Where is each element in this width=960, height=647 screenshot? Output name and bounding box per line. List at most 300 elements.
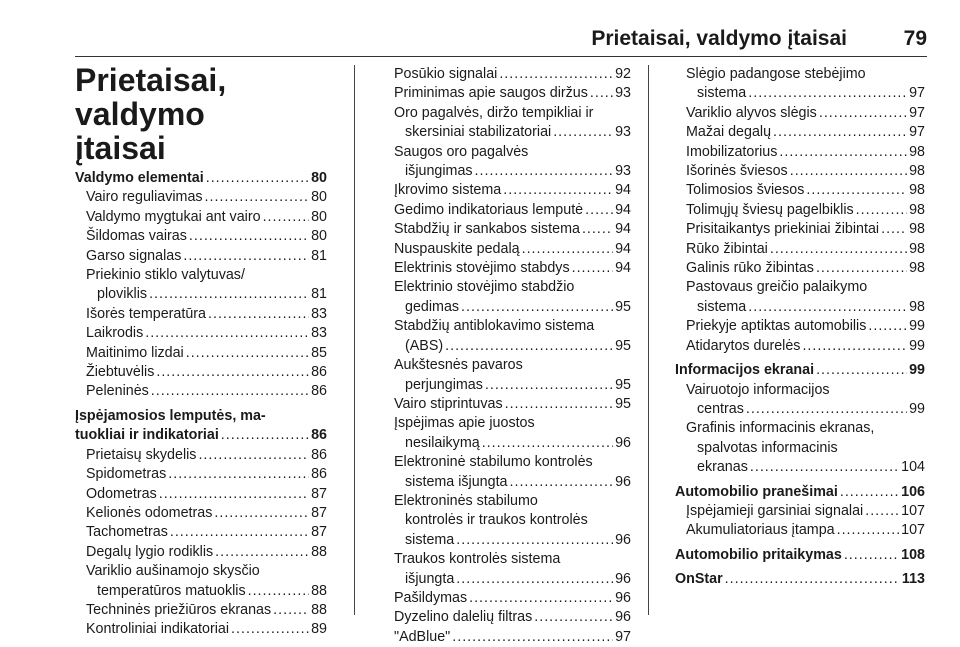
toc-entry[interactable]: [383, 65, 631, 84]
toc-page-number: 95: [615, 395, 631, 412]
toc-entry-line: [394, 181, 631, 200]
toc-entry[interactable]: [675, 123, 925, 142]
toc-entry[interactable]: [675, 240, 925, 259]
toc-entry-line: [86, 208, 327, 227]
toc-entry-line: [86, 582, 327, 601]
leader-dots: [856, 201, 907, 220]
toc-page-number: 95: [615, 298, 631, 315]
toc-page-number: 86: [311, 446, 327, 463]
toc-page-number: 97: [909, 85, 925, 102]
leader-dots: [145, 324, 309, 343]
toc-entry-text: Grafinis informacinis ekranas,: [686, 420, 875, 437]
toc-page-number: 94: [615, 221, 631, 238]
toc-entry-text: Informacijos ekranai: [675, 362, 815, 379]
toc-entry-text: (ABS): [405, 337, 444, 354]
toc-entry-text: Elektroninės stabilumo: [394, 492, 538, 509]
toc-entry[interactable]: [383, 453, 631, 492]
toc-page-number: 87: [311, 485, 327, 502]
toc-entry-text: skersiniai stabilizatoriai: [405, 124, 552, 141]
toc-entry[interactable]: [383, 317, 631, 356]
toc-entry-line: [86, 344, 327, 363]
toc-page-number: 94: [615, 182, 631, 199]
toc-page-number: 96: [615, 589, 631, 606]
leader-dots: [263, 208, 310, 227]
toc-entry[interactable]: [75, 543, 327, 562]
toc-entry-line: [86, 382, 327, 401]
leader-dots: [748, 298, 907, 317]
leader-dots: [725, 570, 900, 589]
toc-entry[interactable]: [383, 608, 631, 627]
leader-dots: [522, 240, 614, 259]
toc-entry-line: [686, 104, 925, 123]
toc-page-number: 83: [311, 325, 327, 342]
leader-dots: [572, 259, 613, 278]
toc-entry[interactable]: [383, 104, 631, 143]
toc-entry-line: [394, 570, 631, 589]
toc-page-number: 88: [311, 601, 327, 618]
leader-dots: [881, 220, 907, 239]
toc-entry-text: OnStar: [675, 571, 723, 588]
leader-dots: [186, 344, 309, 363]
leader-dots: [215, 543, 309, 562]
toc-page-number: 107: [901, 502, 925, 519]
leader-dots: [168, 465, 309, 484]
toc-page-number: 85: [311, 344, 327, 361]
toc-entry[interactable]: [383, 278, 631, 317]
toc-entry-line: [686, 502, 925, 521]
toc-page-number: 88: [311, 582, 327, 599]
toc-entry-text: Pašildymas: [394, 589, 468, 606]
toc-entry-line: [394, 220, 631, 239]
toc-entry-line: [86, 305, 327, 324]
leader-dots: [208, 305, 309, 324]
toc-entry-text: Prisitaikantys priekiniai žibintai: [686, 221, 880, 238]
leader-dots: [456, 570, 613, 589]
toc-entry-text: temperatūros matuoklis: [97, 582, 246, 599]
toc-entry-line: [86, 504, 327, 523]
toc-entry-line: [686, 201, 925, 220]
toc-entry-text: Mažai degalų: [686, 124, 772, 141]
toc-page-number: 98: [909, 163, 925, 180]
toc-entry-line: [75, 169, 327, 188]
toc-entry-text: Oro pagalvės, diržo tempikliai ir: [394, 104, 594, 121]
toc-page-number: 108: [901, 546, 925, 563]
toc-entry[interactable]: [75, 208, 327, 227]
toc-page-number: 97: [615, 628, 631, 645]
leader-dots: [189, 227, 309, 246]
leader-dots: [170, 523, 309, 542]
leader-dots: [499, 65, 613, 84]
toc-entry[interactable]: [383, 84, 631, 103]
toc-entry[interactable]: [383, 356, 631, 395]
toc-entry[interactable]: [75, 601, 327, 620]
toc-entry-text: Peleninės: [86, 383, 149, 400]
leader-dots: [816, 361, 907, 380]
toc-entry-line: [675, 570, 925, 589]
toc-entry-text: tuokliai ir indikatoriai: [75, 427, 219, 444]
leader-dots: [837, 521, 900, 540]
column-divider-2: [648, 65, 649, 615]
toc-entry-text: Atidarytos durelės: [686, 337, 801, 354]
toc-entry-text: Rūko žibintai: [686, 240, 768, 257]
toc-entry-text: Vairo reguliavimas: [86, 189, 203, 206]
toc-entry-line: [86, 446, 327, 465]
toc-page-number: 98: [909, 240, 925, 257]
leader-dots: [553, 123, 613, 142]
toc-entry-text: Įkrovimo sistema: [394, 182, 502, 199]
toc-entry-text: centras: [697, 400, 744, 417]
leader-dots: [273, 601, 309, 620]
toc-entry-text: Imobilizatorius: [686, 143, 778, 160]
toc-entry[interactable]: [383, 181, 631, 200]
leader-dots: [779, 143, 907, 162]
toc-entry-text: Galinis rūko žibintas: [686, 260, 814, 277]
toc-entry-line: [675, 483, 925, 502]
toc-entry-line: [686, 259, 925, 278]
toc-entry[interactable]: [75, 227, 327, 246]
toc-entry-text: Elektroninė stabilumo kontrolės: [394, 454, 593, 471]
leader-dots: [461, 298, 613, 317]
running-title: Prietaisai, valdymo įtaisai: [591, 27, 847, 50]
toc-entry[interactable]: [675, 337, 925, 356]
toc-column-1: [75, 169, 327, 640]
toc-entry-line: [394, 473, 631, 492]
leader-dots: [746, 400, 907, 419]
toc-entry-text: Odometras: [86, 485, 157, 502]
toc-page-number: 80: [311, 189, 327, 206]
toc-entry[interactable]: [675, 381, 925, 420]
toc-entry[interactable]: [675, 259, 925, 278]
leader-dots: [149, 285, 309, 304]
toc-page-number: 96: [615, 570, 631, 587]
toc-page-number: 89: [311, 621, 327, 638]
toc-entry-text: perjungimas: [405, 376, 483, 393]
toc-page-number: 80: [311, 208, 327, 225]
toc-entry[interactable]: [383, 492, 631, 550]
leader-dots: [590, 84, 613, 103]
toc-entry-text: Prietaisų skydelis: [86, 446, 197, 463]
toc-entry-text: sistema: [697, 85, 747, 102]
toc-entry[interactable]: [75, 407, 327, 446]
toc-entry[interactable]: [75, 305, 327, 324]
leader-dots: [482, 434, 613, 453]
chapter-title-line-2: įtaisai: [75, 130, 166, 166]
toc-entry-text: Stabdžių antiblokavimo sistema: [394, 318, 595, 335]
toc-entry-text: Nuspauskite pedalą: [394, 240, 520, 257]
chapter-title: [75, 63, 345, 165]
toc-entry-text: Kontroliniai indikatoriai: [86, 621, 230, 638]
toc-entry-line: [686, 400, 925, 419]
toc-page-number: 96: [615, 531, 631, 548]
leader-dots: [183, 247, 309, 266]
toc-page-number: 94: [615, 260, 631, 277]
toc-page-number: 83: [311, 305, 327, 322]
toc-entry-line: [86, 324, 327, 343]
toc-page-number: 97: [909, 124, 925, 141]
toc-entry[interactable]: [75, 465, 327, 484]
toc-entry-line: [686, 181, 925, 200]
toc-entry-line: [86, 620, 327, 639]
toc-entry[interactable]: [383, 395, 631, 414]
toc-entry-text: Saugos oro pagalvės: [394, 143, 529, 160]
leader-dots: [198, 446, 309, 465]
toc-entry[interactable]: [75, 485, 327, 504]
toc-entry-text: Posūkio signalai: [394, 66, 498, 82]
toc-entry[interactable]: [75, 266, 327, 305]
toc-page-number: 104: [901, 459, 925, 476]
chapter-title-line-1: Prietaisai, valdymo: [75, 62, 227, 132]
toc-entry[interactable]: [675, 162, 925, 181]
toc-entry[interactable]: [75, 382, 327, 401]
toc-entry-line: [686, 298, 925, 317]
toc-entry-text: išjungta: [405, 570, 455, 587]
toc-entry-line: [686, 84, 925, 103]
toc-page-number: 86: [311, 427, 327, 444]
toc-entry[interactable]: [75, 446, 327, 465]
toc-entry[interactable]: [675, 317, 925, 336]
toc-entry-line: [86, 188, 327, 207]
toc-entry-line: [686, 162, 925, 181]
leader-dots: [806, 181, 907, 200]
toc-entry-text: Šildomas vairas: [86, 228, 187, 245]
toc-entry[interactable]: [383, 220, 631, 239]
toc-entry-line: [86, 227, 327, 246]
toc-entry-text: Laikrodis: [86, 325, 144, 342]
toc-entry-line: [394, 589, 631, 608]
toc-entry[interactable]: [75, 504, 327, 523]
toc-entry[interactable]: [383, 550, 631, 589]
toc-entry-line: [394, 84, 631, 103]
toc-entry[interactable]: [75, 363, 327, 382]
toc-entry[interactable]: [75, 169, 327, 188]
toc-entry[interactable]: [675, 201, 925, 220]
toc-entry[interactable]: [675, 502, 925, 521]
toc-page-number: 80: [311, 228, 327, 245]
leader-dots: [819, 104, 907, 123]
leader-dots: [485, 376, 613, 395]
toc-entry[interactable]: [383, 259, 631, 278]
toc-entry-text: Kelionės odometras: [86, 504, 213, 521]
toc-page-number: 98: [909, 201, 925, 218]
toc-entry-line: [86, 363, 327, 382]
toc-entry-text: Degalų lygio rodiklis: [86, 543, 214, 560]
toc-entry-text: Traukos kontrolės sistema: [394, 551, 561, 568]
toc-entry-text: nesilaikymą: [405, 434, 480, 451]
toc-entry-line: [675, 361, 925, 380]
toc-page-number: 98: [909, 260, 925, 277]
toc-entry-line: [86, 285, 327, 304]
toc-page-number: 99: [909, 400, 925, 417]
toc-entry-line: [686, 123, 925, 142]
leader-dots: [159, 485, 309, 504]
toc-page-number: 98: [909, 298, 925, 315]
toc-entry-text: Tolimosios šviesos: [686, 182, 805, 199]
toc-entry[interactable]: [75, 324, 327, 343]
toc-entry-text: Variklio aušinamojo skysčio: [86, 563, 260, 580]
toc-page-number: 86: [311, 364, 327, 381]
leader-dots: [221, 426, 309, 445]
toc-entry-text: sistema: [405, 531, 455, 548]
toc-entry-line: [686, 143, 925, 162]
toc-entry-line: [394, 376, 631, 395]
toc-entry-text: Maitinimo lizdai: [86, 344, 184, 361]
toc-entry-line: [394, 162, 631, 181]
toc-entry-text: Spidometras: [86, 466, 167, 483]
toc-page-number: 93: [615, 85, 631, 102]
leader-dots: [585, 201, 613, 220]
toc-entry[interactable]: [675, 104, 925, 123]
toc-page-number: 80: [311, 170, 327, 186]
toc-entry-line: [394, 123, 631, 142]
toc-entry[interactable]: [675, 278, 925, 317]
toc-page-number: 86: [311, 383, 327, 400]
toc-page-number: 94: [615, 240, 631, 257]
toc-entry-line: [686, 240, 925, 259]
toc-page-number: 87: [311, 524, 327, 541]
toc-entry-text: Išorinės šviesos: [686, 163, 788, 180]
toc-page-number: 88: [311, 543, 327, 560]
toc-entry[interactable]: [75, 562, 327, 601]
leader-dots: [205, 188, 310, 207]
toc-entry[interactable]: [675, 546, 925, 565]
toc-entry-text: Valdymo mygtukai ant vairo: [86, 208, 261, 225]
toc-entry-line: [394, 298, 631, 317]
toc-page-number: 92: [615, 66, 631, 82]
leader-dots: [452, 628, 613, 647]
page-number: 79: [903, 27, 927, 50]
toc-entry-text: Stabdžių ir sankabos sistema: [394, 221, 580, 238]
toc-page-number: 99: [909, 318, 925, 335]
toc-entry-text: Elektrinis stovėjimo stabdys: [394, 260, 570, 277]
toc-entry-text: Įspėjamosios lemputės, ma-: [75, 407, 266, 424]
toc-page-number: 93: [615, 124, 631, 141]
toc-entry[interactable]: [675, 65, 925, 104]
toc-entry-line: [394, 240, 631, 259]
leader-dots: [773, 123, 907, 142]
leader-dots: [206, 169, 309, 188]
toc-page-number: 98: [909, 143, 925, 160]
toc-entry[interactable]: [675, 419, 925, 477]
toc-page-number: 96: [615, 473, 631, 490]
toc-entry-text: gedimas: [405, 298, 460, 315]
header-rule: [75, 56, 927, 57]
toc-entry-line: [394, 608, 631, 627]
toc-entry-line: [394, 628, 631, 647]
toc-entry-text: Elektrinio stovėjimo stabdžio: [394, 279, 575, 296]
toc-entry-text: sistema išjungta: [405, 473, 508, 490]
toc-page-number: 113: [901, 571, 925, 588]
toc-entry-line: [86, 465, 327, 484]
page-header: [0, 0, 960, 56]
toc-entry-text: Vairuotojo informacijos: [686, 381, 830, 398]
toc-entry-text: išjungimas: [405, 163, 473, 180]
toc-entry-line: [686, 337, 925, 356]
toc-entry[interactable]: [675, 143, 925, 162]
toc-entry-text: Priminimas apie saugos diržus: [394, 85, 588, 102]
leader-dots: [475, 162, 614, 181]
toc-entry[interactable]: [675, 483, 925, 502]
toc-entry-line: [686, 317, 925, 336]
column-divider-1: [354, 65, 355, 615]
toc-entry-line: [86, 485, 327, 504]
toc-page-number: 107: [901, 522, 925, 539]
toc-entry-line: [394, 434, 631, 453]
toc-page-number: 81: [311, 247, 327, 264]
toc-entry[interactable]: [383, 201, 631, 220]
toc-entry-text: Gedimo indikatoriaus lemputė: [394, 201, 584, 218]
leader-dots: [151, 382, 309, 401]
toc-page-number: 98: [909, 221, 925, 238]
toc-entry[interactable]: [383, 589, 631, 608]
toc-entry[interactable]: [675, 181, 925, 200]
toc-entry[interactable]: [383, 143, 631, 182]
toc-entry[interactable]: [75, 620, 327, 639]
toc-entry-text: spalvotas informacinis: [697, 439, 838, 456]
leader-dots: [868, 317, 907, 336]
toc-entry-text: Automobilio pranešimai: [675, 483, 838, 500]
toc-entry[interactable]: [75, 188, 327, 207]
toc-entry[interactable]: [75, 344, 327, 363]
toc-entry-line: [394, 259, 631, 278]
toc-entry[interactable]: [383, 240, 631, 259]
toc-entry[interactable]: [675, 220, 925, 239]
toc-entry[interactable]: [675, 521, 925, 540]
leader-dots: [816, 259, 907, 278]
leader-dots: [840, 483, 899, 502]
leader-dots: [582, 220, 613, 239]
leader-dots: [505, 395, 613, 414]
toc-entry-line: [86, 247, 327, 266]
toc-entry-text: Priekinio stiklo valytuvas/: [86, 267, 245, 284]
toc-entry-text: Įspėjimas apie juostos: [394, 415, 535, 432]
toc-page-number: 99: [909, 362, 925, 379]
leader-dots: [802, 337, 907, 356]
toc-entry[interactable]: [675, 361, 925, 380]
toc-column-2: [383, 65, 631, 647]
toc-entry-line: [86, 523, 327, 542]
toc-entry[interactable]: [675, 570, 925, 589]
toc-entry-text: Vairo stiprintuvas: [394, 395, 503, 412]
toc-entry-text: ploviklis: [97, 286, 148, 303]
toc-entry-line: [394, 65, 631, 84]
toc-page-number: 94: [615, 201, 631, 218]
toc-entry[interactable]: [75, 247, 327, 266]
toc-entry[interactable]: [383, 628, 631, 647]
leader-dots: [770, 240, 907, 259]
toc-page-number: 95: [615, 376, 631, 393]
toc-entry[interactable]: [75, 523, 327, 542]
toc-column-3: [675, 65, 925, 590]
toc-entry-line: [86, 543, 327, 562]
toc-entry[interactable]: [383, 414, 631, 453]
toc-entry-text: Išorės temperatūra: [86, 305, 206, 322]
toc-page-number: 97: [909, 104, 925, 121]
toc-entry-text: Tolimųjų šviesų pagelbiklis: [686, 201, 854, 218]
toc-entry-line: [686, 521, 925, 540]
toc-page-number: 98: [909, 182, 925, 199]
toc-entry-text: Tachometras: [86, 524, 168, 541]
leader-dots: [231, 620, 309, 639]
toc-entry-line: [394, 531, 631, 550]
toc-entry-text: Automobilio pritaikymas: [675, 546, 842, 563]
toc-entry-text: "AdBlue": [394, 628, 451, 645]
leader-dots: [445, 337, 613, 356]
toc-entry-text: Variklio alyvos slėgis: [686, 104, 817, 121]
leader-dots: [214, 504, 309, 523]
toc-entry-text: Slėgio padangose stebėjimo: [686, 66, 866, 82]
toc-entry-text: ekranas: [697, 459, 748, 476]
leader-dots: [156, 363, 309, 382]
